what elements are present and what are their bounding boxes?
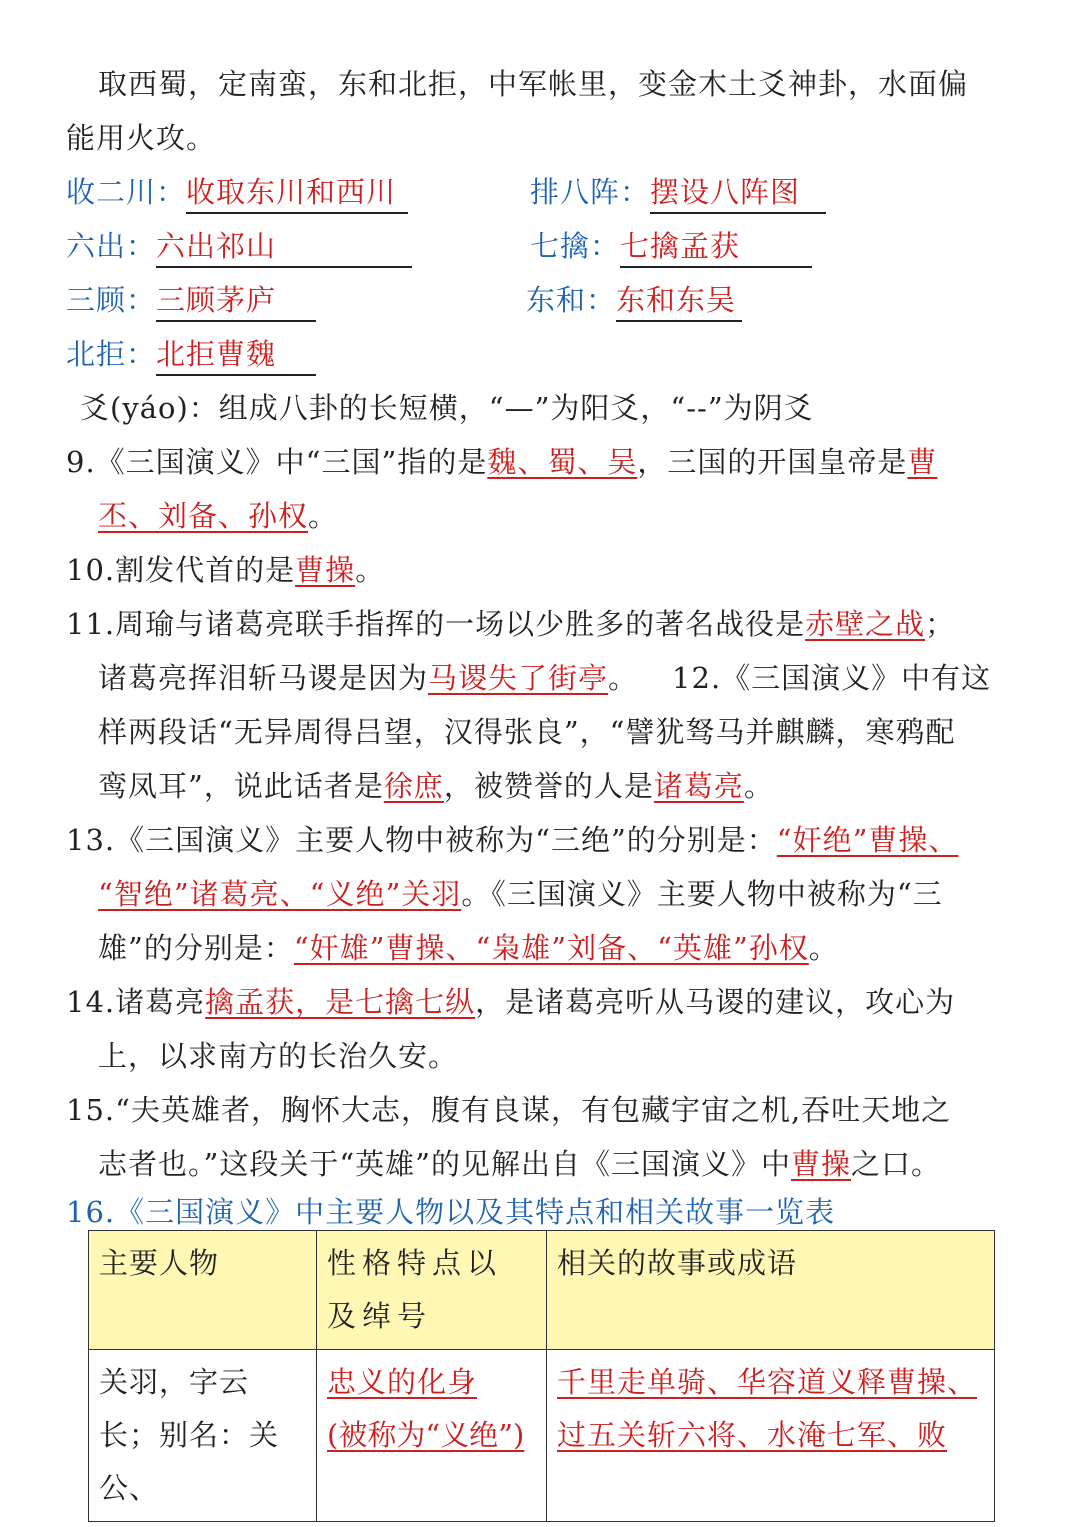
term-shou-er-chuan [66,172,408,214]
question-11-line-1 [66,604,1080,644]
q9-answer-2-cont: 丕、刘备、孙权 [98,499,309,533]
q12-answer-2: 诸葛亮 [653,769,744,803]
q10-text: 。 [355,553,386,587]
term-liu-chu [66,226,412,268]
trait-line-1: 忠义的化身 [327,1365,478,1399]
table-cell-trait [317,1350,547,1522]
q9-text: ，三国的开国皇帝是 [637,445,908,479]
q14-text: ，是诸葛亮听从马谡的建议，攻心为 [475,985,956,1019]
question-13-line-1 [66,820,1080,860]
question-14-line-1 [66,982,1080,1022]
story-line-1: 千里走单骑、华容道义释曹操、 [557,1365,978,1399]
q13-answer-1-cont: “智绝”诸葛亮、“义绝”关羽 [98,877,462,911]
q9-answer-1: 魏、蜀、吴 [487,445,638,479]
q9-text: 9.《三国演义》中“三国”指的是 [66,445,488,479]
q12-text: 12.《三国演义》中有这 [672,661,992,695]
q14-answer: 擒孟获，是七擒七纵 [205,985,476,1019]
question-15-line-2 [98,1144,1080,1184]
q15-text: 志者也。”这段关于“英雄”的见解出自《三国演义》中 [98,1147,791,1181]
table-cell-person: 关羽，字云长；别名：关公、 [89,1350,317,1522]
table-header-cell: 性格特点以及绰号 [317,1231,547,1350]
q11-answer-1: 赤壁之战 [805,607,926,641]
term-pai-ba-zhen [530,172,826,214]
q13-answer-2: “奸雄”曹操、“枭雄”刘备、“英雄”孙权 [293,931,809,965]
term-answer: 七擒孟获 [620,229,741,263]
q13-answer-1: “奸绝”曹操、 [776,823,959,857]
term-answer: 摆设八阵图 [650,175,801,209]
question-11-line-2 [98,658,1080,698]
q13-text: 13.《三国演义》主要人物中被称为“三绝”的分别是： [66,823,777,857]
q12-text: 。 [743,769,774,803]
q11-text: 。 [608,661,639,695]
table-row [89,1350,995,1522]
q10-answer: 曹操 [295,553,356,587]
table-cell-story [547,1350,995,1522]
term-answer: 六出祁山 [156,229,277,263]
table-header-cell: 相关的故事或成语 [547,1231,995,1350]
term-dong-he [526,280,742,322]
story-line-2: 过五关斩六将、水淹七军、败 [557,1418,948,1452]
q12-text: 鸾凤耳”，说此话者是 [98,769,384,803]
intro-line-1: 取西蜀，定南蛮，东和北拒，中军帐里，变金木土爻神卦，水面偏 [98,67,969,101]
q13-text: 。《三国演义》主要人物中被称为“三 [461,877,943,911]
term-answer: 收取东川和西川 [186,175,397,209]
question-15-line-1: 15.“夫英雄者，胸怀大志，腹有良谋，有包藏宇宙之机,吞吐天地之 [66,1093,952,1127]
table-header-row [89,1231,995,1350]
question-10 [66,550,1080,590]
question-13-line-3 [98,928,1080,968]
q11-text: 11.周瑜与诸葛亮联手指挥的一场以少胜多的著名战役是 [66,607,806,641]
term-label: 收二川： [66,175,187,209]
question-12-line-2: 样两段话“无异周得吕望，汉得张良”，“譬犹驽马并麒麟，寒鸦配 [98,715,956,749]
term-label: 七擒： [530,229,621,263]
term-san-gu [66,280,316,322]
question-14-line-2: 上，以求南方的长治久安。 [98,1039,459,1073]
characters-table [88,1230,995,1522]
term-qi-qin [530,226,812,268]
term-answer: 东和东吴 [616,283,737,317]
term-label: 北拒： [66,337,157,371]
question-13-line-2 [98,874,1080,914]
q12-text: ，被赞誉的人是 [443,769,654,803]
q11-text: ； [925,607,956,641]
term-bei-ju [66,334,316,376]
q12-answer-1: 徐庶 [383,769,444,803]
q11-answer-2: 马谡失了街亭 [428,661,609,695]
term-label: 六出： [66,229,157,263]
question-12-line-3 [98,766,1080,806]
term-label: 东和： [526,283,617,317]
term-label: 排八阵： [530,175,651,209]
q9-answer-2: 曹 [907,445,938,479]
intro-line-2: 能用火攻。 [66,121,217,155]
term-answer: 三顾茅庐 [156,283,277,317]
q10-text: 10.割发代首的是 [66,553,296,587]
q15-text: 之口。 [851,1147,942,1181]
q15-answer: 曹操 [790,1147,851,1181]
q9-text: 。 [308,499,339,533]
q11-text: 诸葛亮挥泪斩马谡是因为 [98,661,429,695]
table-header-cell: 主要人物 [89,1231,317,1350]
q13-text: 。 [808,931,839,965]
question-16-title: 16.《三国演义》中主要人物以及其特点和相关故事一览表 [66,1195,836,1229]
q13-text: 雄”的分别是： [98,931,294,965]
question-9-line-2 [98,496,1080,536]
yao-note: 爻(yáo)：组成八卦的长短横，“—”为阳爻，“--”为阴爻 [80,391,814,425]
q14-text: 14.诸葛亮 [66,985,206,1019]
question-9-line-1 [66,442,1080,482]
term-label: 三顾： [66,283,157,317]
term-answer: 北拒曹魏 [156,337,277,371]
trait-line-2: (被称为“义绝”) [327,1418,525,1452]
